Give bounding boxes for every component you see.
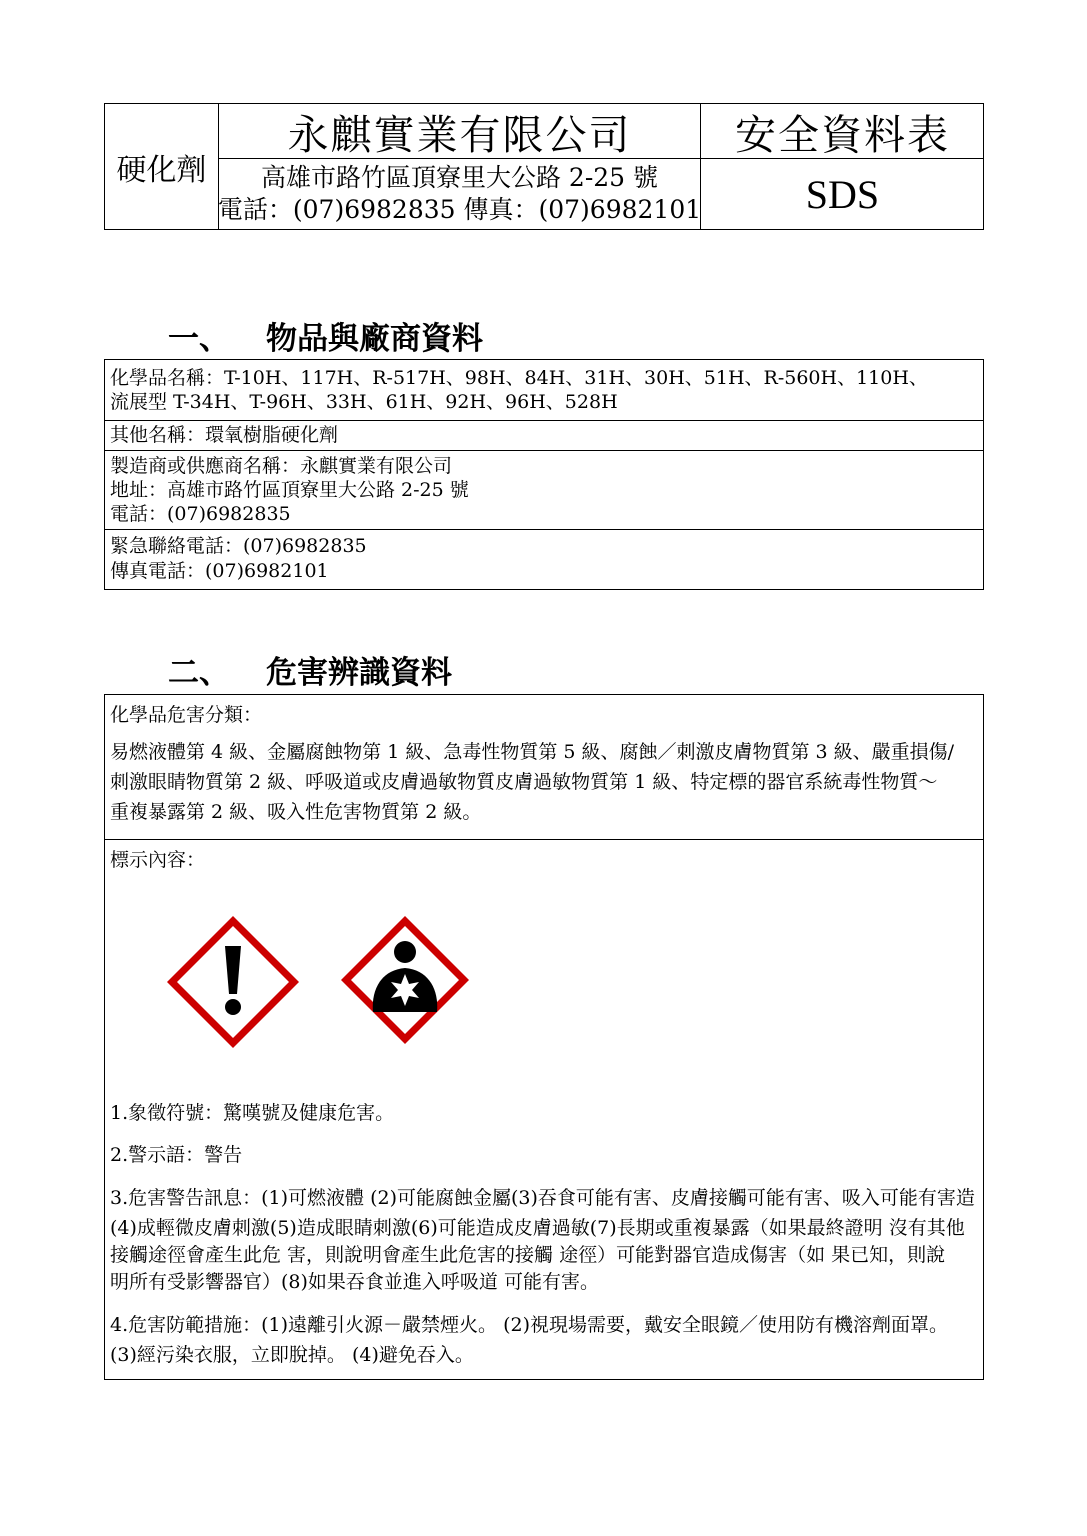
section1-title: 物品與廠商資料: [266, 321, 483, 357]
classification-line: 易燃液體第 4 級、金屬腐蝕物第 1 級、急毒性物質第 5 級、腐蝕／刺激皮膚物質第 3 級、嚴重損傷/: [110, 741, 955, 763]
text-line: 其他名稱：環氧樹脂硬化劑: [110, 424, 339, 446]
company-contact: [219, 159, 700, 229]
label-content-title: 標示內容：: [110, 849, 206, 871]
company-address: 高雄市路竹區頂寮里大公路 2-25 號: [260, 163, 659, 192]
classification-label: 化學品危害分類：: [110, 704, 263, 726]
section1-number: 一、: [168, 321, 230, 357]
text-line: 化學品名稱：T-10H、117H、R-517H、98H、84H、31H、30H、51H、R-560H、110H、: [110, 367, 928, 389]
text-line: 緊急聯絡電話：(07)6982835: [110, 535, 367, 557]
text-line: 傳真電話：(07)6982101: [110, 560, 329, 582]
text-line: 流展型 T-34H、T-96H、33H、61H、92H、96H、528H: [110, 391, 618, 413]
hazard-statement-line: (4)成輕微皮膚刺激(5)造成眼睛刺激(6)可能造成皮膚過敏(7)長期或重複暴露（如果最終證明 沒有其他: [110, 1217, 965, 1239]
hazard-statement-line: 接觸途徑會產生此危 害，則說明會產生此危害的接觸 途徑）可能對器官造成傷害（如 果已知，則說: [110, 1244, 946, 1266]
product-name: 硬化劑: [116, 152, 207, 188]
section1-table: [104, 359, 984, 590]
section2-table: [104, 694, 984, 1380]
precaution-line: (3)經污染衣服，立即脫掉。 (4)避免吞入。: [110, 1344, 474, 1366]
hazard-statement-line: 3.危害警告訊息：(1)可燃液體 (2)可能腐蝕金屬(3)吞食可能有害、皮膚接觸可能有害、吸入可能有害造: [110, 1187, 975, 1209]
document-type: 安全資料表: [735, 110, 950, 159]
document-code: SDS: [805, 171, 880, 217]
classification-line: 重複暴露第 2 級、吸入性危害物質第 2 級。: [110, 801, 482, 823]
exclamation-mark-icon: [163, 912, 303, 1052]
label-content-row: [105, 840, 983, 1379]
hazard-statement-line: 明所有受影響器官）(8)如果吞食並進入呼吸道 可能有害。: [110, 1271, 599, 1293]
section2-heading: [168, 647, 452, 692]
company-phone-fax: 電話：(07)6982835 傳真：(07)6982101: [217, 195, 702, 224]
text-line: 製造商或供應商名稱：永麒實業有限公司: [110, 455, 453, 477]
symbol-text: 1.象徵符號：驚嘆號及健康危害。: [110, 1102, 395, 1124]
header-table: [104, 103, 984, 230]
manufacturer-row: [105, 451, 983, 530]
chemical-name-row: [105, 360, 983, 421]
health-hazard-icon: [337, 912, 473, 1048]
other-name-row: [105, 421, 983, 451]
signal-word-text: 2.警示語：警告: [110, 1144, 243, 1166]
emergency-contact-row: [105, 530, 983, 589]
section2-number: 二、: [168, 655, 230, 691]
classification-row: [105, 695, 983, 840]
text-line: 電話：(07)6982835: [110, 503, 291, 525]
company-name: 永麒實業有限公司: [287, 110, 632, 159]
precaution-line: 4.危害防範措施：(1)遠離引火源－嚴禁煙火。 (2)視現場需要，戴安全眼鏡／使用防有機溶劑面罩。: [110, 1314, 948, 1336]
classification-line: 刺激眼睛物質第 2 級、呼吸道或皮膚過敏物質皮膚過敏物質第 1 級、特定標的器官系統毒性物質～: [110, 771, 938, 793]
section1-heading: [168, 313, 483, 358]
text-line: 地址：高雄市路竹區頂寮里大公路 2-25 號: [110, 479, 469, 501]
section2-title: 危害辨識資料: [266, 655, 452, 691]
